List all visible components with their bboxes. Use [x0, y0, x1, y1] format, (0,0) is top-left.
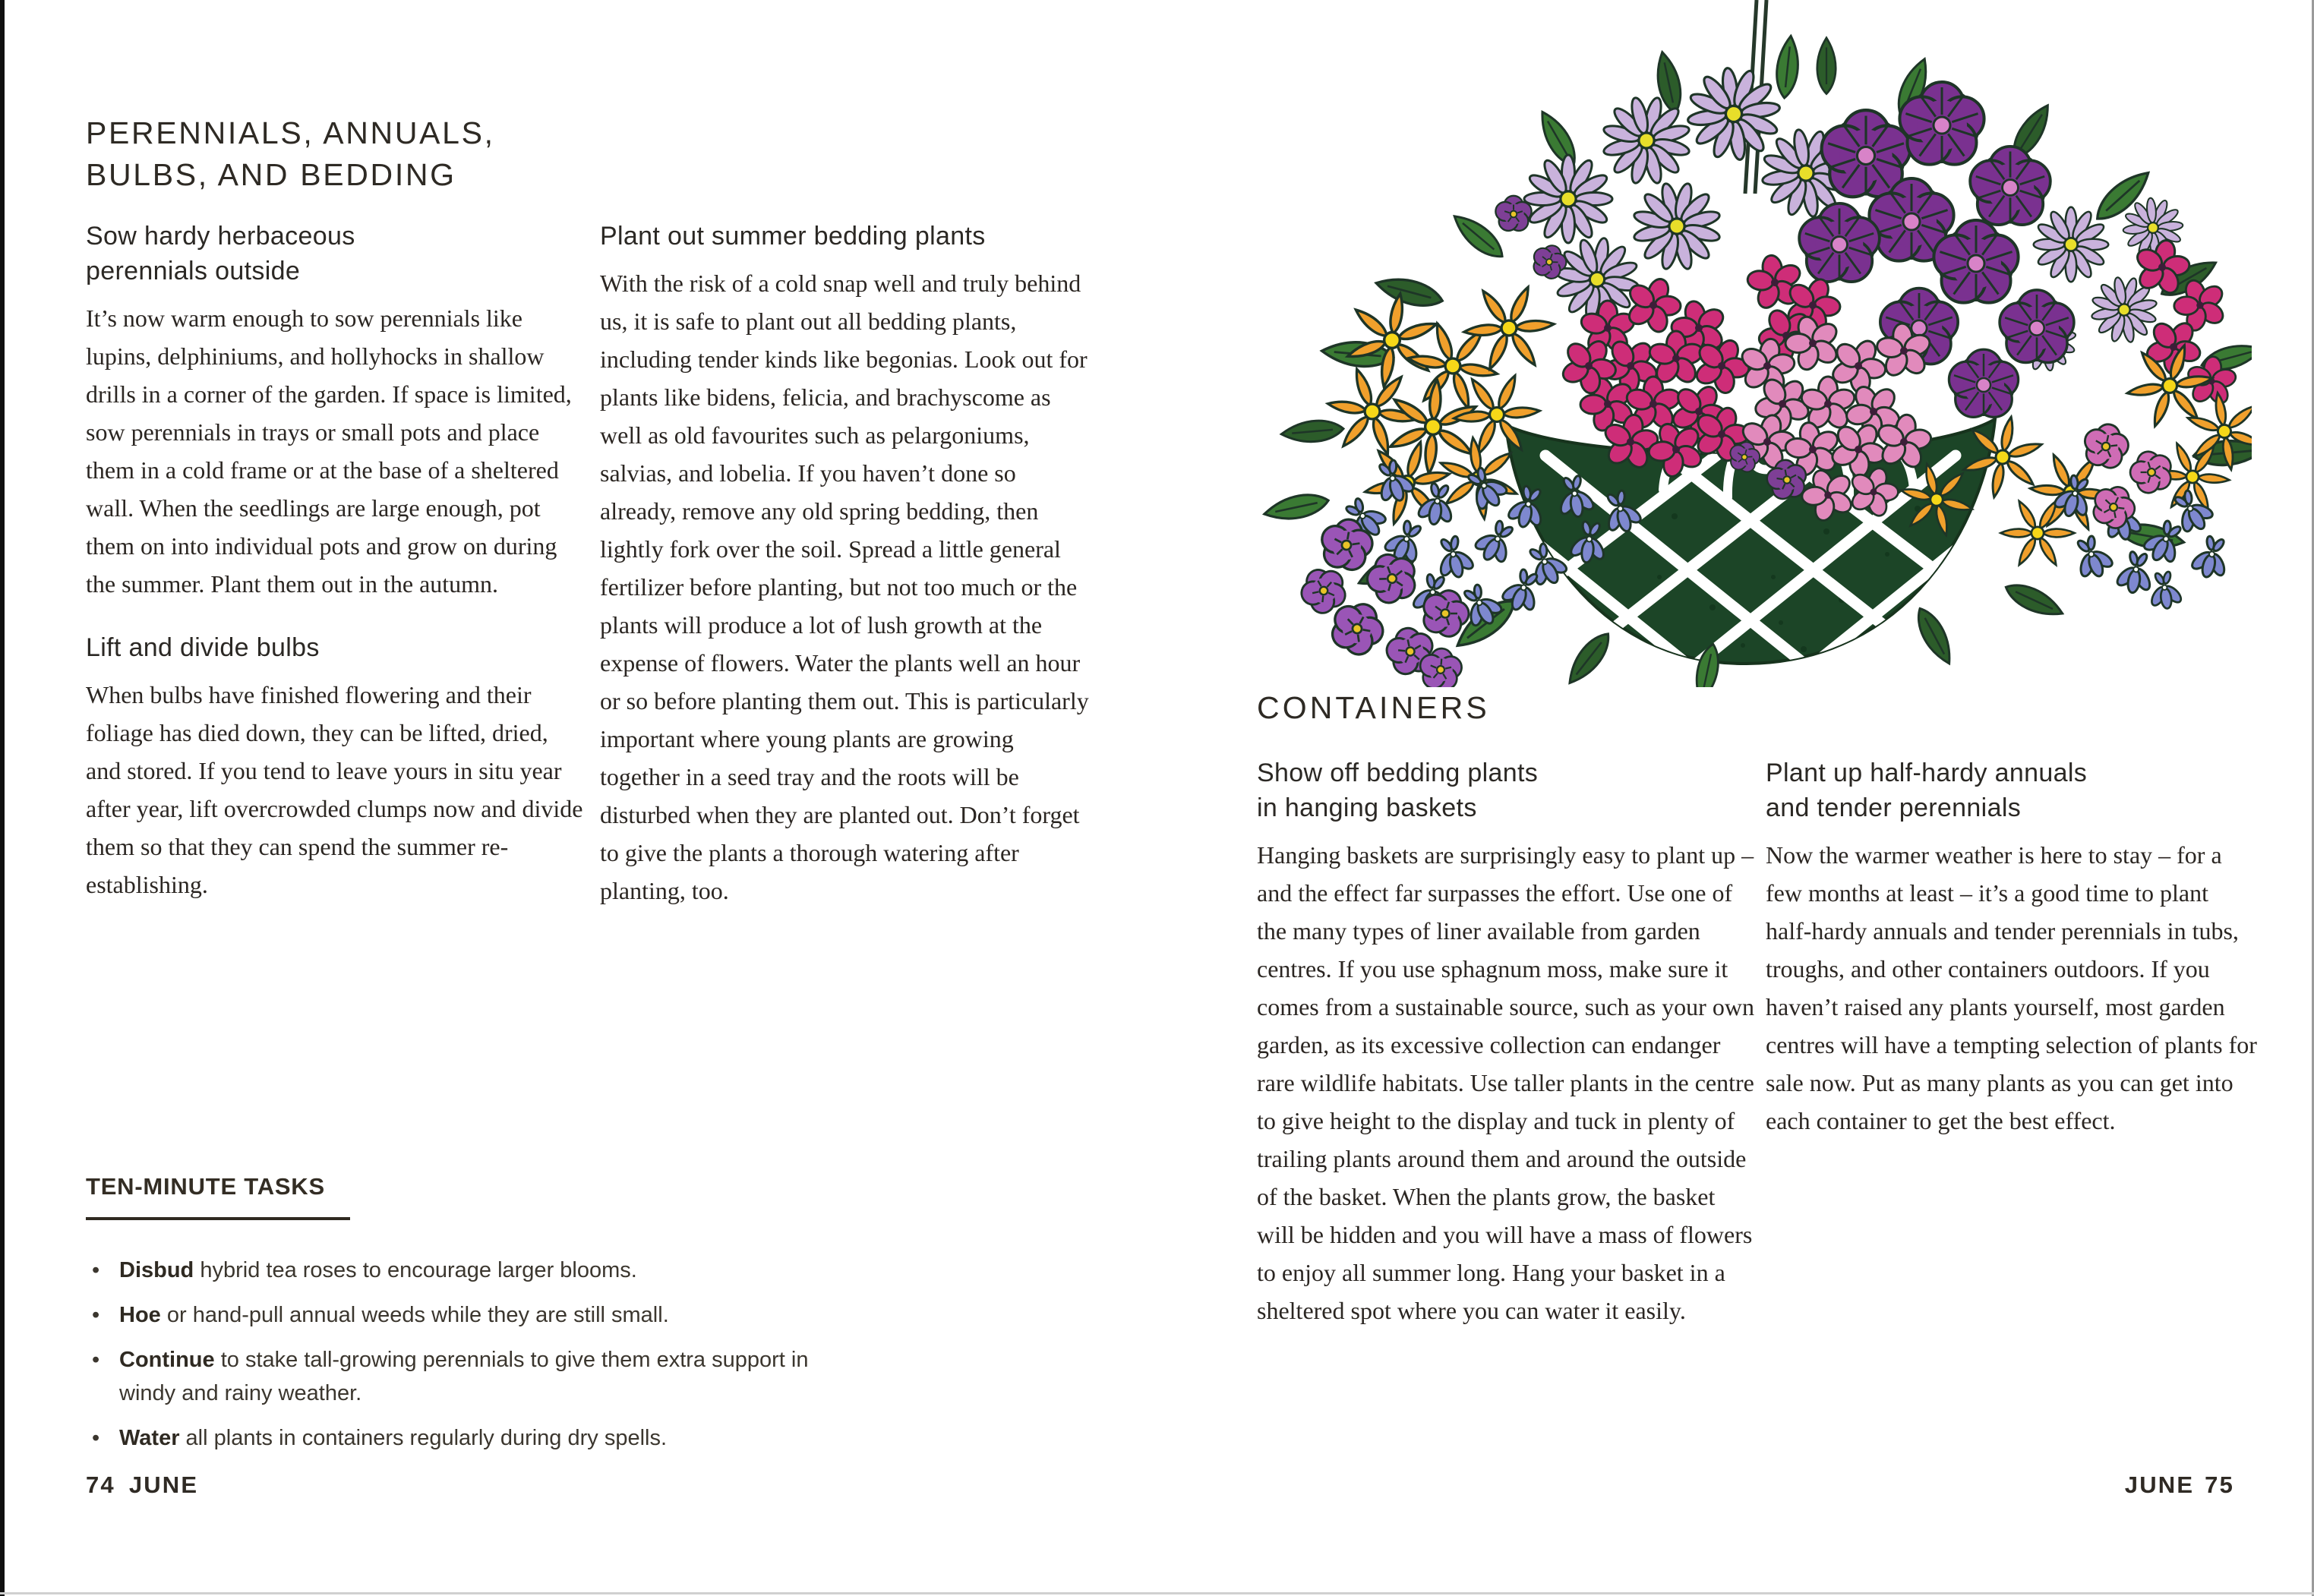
body-lift-divide-bulbs: When bulbs have finished flowering and their foliage has died down, they can be lifted, dried, and stored. If you tend to leave yours in situ year after year, lift overcrowded clumps now and divide them so that they can spend the summer re-establishing.	[86, 681, 583, 898]
subhead-line: Sow hardy herbaceous	[86, 222, 355, 251]
task-lead: Hoe	[119, 1303, 161, 1327]
tasks-list	[86, 1254, 815, 1455]
subhead-line: Plant up half-hardy annuals	[1766, 759, 2088, 787]
task-item	[86, 1421, 815, 1455]
subhead-line: Lift and divide bulbs	[86, 633, 320, 662]
page-number: 74	[86, 1471, 115, 1498]
hanging-basket-illustration	[1249, 0, 2252, 687]
task-item	[86, 1254, 815, 1287]
subhead-line: perennials outside	[86, 257, 301, 285]
task-lead: Disbud	[119, 1258, 194, 1282]
subhead-plant-out-bedding	[600, 219, 1097, 254]
month-label: JUNE	[128, 1471, 199, 1498]
subhead-hanging-baskets	[1257, 755, 1754, 825]
subhead-line: in hanging baskets	[1257, 793, 1477, 822]
page-number: 75	[2205, 1471, 2234, 1498]
task-item	[86, 1298, 815, 1332]
subhead-line: Plant out summer bedding plants	[600, 222, 986, 251]
left-page-column-1	[86, 219, 583, 910]
tasks-heading-rule	[86, 1217, 350, 1220]
body-hanging-baskets: Hanging baskets are surprisingly easy to plant up – and the effect far surpasses the effort. Use one of the many types of liner available from garden centres. If you use sphagnum moss, make sure it comes from a sustainable source, such as your own garden, as its excessive collection can endanger rare wildlife habitats. Use taller plants in the centre to give height to the display and tuck in plenty of trailing plants around them and around the outside of the basket. When the plants grow, the basket will be hidden and you will have a mass of flowers to enjoy all summer long. Hang your basket in a sheltered spot where you can water it easily.	[1257, 841, 1754, 1324]
right-page-column-2	[1766, 755, 2259, 1146]
section-heading-perennials	[86, 112, 617, 196]
subhead-line: and tender perennials	[1766, 793, 2022, 822]
task-rest: all plants in containers regularly during dry spells.	[179, 1426, 668, 1450]
subhead-line: Show off bedding plants	[1257, 759, 1539, 787]
task-rest: hybrid tea roses to encourage larger blooms.	[194, 1258, 637, 1282]
subhead-half-hardy-annuals	[1766, 755, 2259, 825]
subhead-lift-divide-bulbs	[86, 630, 583, 665]
left-page-column-2	[600, 219, 1097, 916]
footer-left	[86, 1471, 198, 1499]
task-item	[86, 1343, 815, 1410]
page-edge-left	[0, 0, 5, 1596]
ten-minute-tasks-heading: TEN-MINUTE TASKS	[86, 1173, 325, 1200]
task-lead: Continue	[119, 1348, 215, 1372]
task-lead: Water	[119, 1426, 180, 1450]
body-half-hardy-annuals: Now the warmer weather is here to stay – for a few months at least – it’s a good time to plant half-hardy annuals and tender perennials in tubs, troughs, and other containers outdoors. If you haven’t raised any plants yourself, most garden centres will have a tempting selection of plants for sale now. Put as many plants as you can get into each container to get the best effect.	[1766, 841, 2257, 1134]
task-rest: or hand-pull annual weeds while they are still small.	[160, 1303, 669, 1327]
body-plant-out-bedding: With the risk of a cold snap well and truly behind us, it is safe to plant out all bedding plants, including tender kinds like begonias. Look out for plants like bidens, felicia, and brachyscome as well as old favourites such as pelargoniums, salvias, and lobelia. If you haven’t done so already, remove any old spring bedding, then lightly fork over the soil. Spread a little general fertilizer before planting, but not too much or the plants will produce a lot of lush growth at the expense of flowers. Water the plants well an hour or so before planting them out. This is particularly important where young plants are growing together in a seed tray and the roots will be disturbed when they are planted out. Don’t forget to give the plants a thorough watering after planting, too.	[600, 270, 1089, 904]
heading-line: PERENNIALS, ANNUALS,	[86, 115, 495, 150]
page-edge-bottom	[0, 1592, 2314, 1594]
task-rest: to stake tall-growing perennials to give them extra support in windy and rainy weather.	[119, 1348, 809, 1405]
right-page-column-1	[1257, 755, 1754, 1336]
heading-line: CONTAINERS	[1257, 690, 1490, 725]
body-sow-hardy-perennials: It’s now warm enough to sow perennials like lupins, delphiniums, and hollyhocks in shallow drills in a corner of the garden. If space is limited, sow perennials in trays or small pots and place them in a cold frame or at the base of a sheltered wall. When the seedlings are large enough, pot them on into individual pots and grow on during the summer. Plant them out in the autumn.	[86, 304, 572, 598]
section-heading-containers	[1257, 687, 1788, 729]
month-label: JUNE	[2124, 1471, 2195, 1498]
ten-minute-tasks-panel	[86, 1173, 815, 1466]
footer-right	[1766, 1471, 2234, 1499]
heading-line: BULBS, AND BEDDING	[86, 157, 456, 192]
subhead-sow-hardy-perennials	[86, 219, 583, 289]
